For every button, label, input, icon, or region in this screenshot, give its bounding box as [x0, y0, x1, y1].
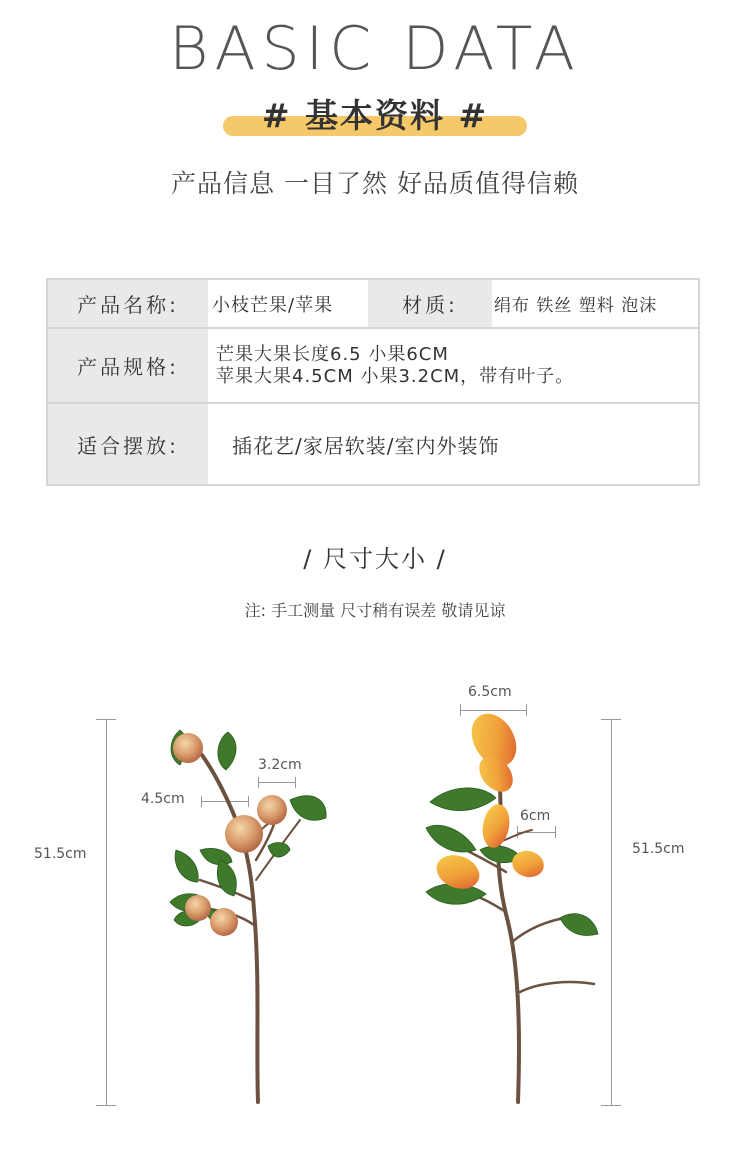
apple-height-label: 51.5cm — [34, 846, 87, 862]
apple-small-label: 3.2cm — [258, 757, 302, 773]
mango-height-line — [611, 719, 612, 1105]
name-value: 小枝芒果/苹果 — [212, 294, 334, 316]
table-row-name — [48, 280, 698, 329]
material-label: 材质: — [368, 280, 492, 327]
spec-line-mango: 芒果大果长度6.5 小果6CM — [216, 343, 449, 365]
material-value: 绢布 铁丝 塑料 泡沫 — [494, 296, 658, 316]
apple-height-tick-bottom — [96, 1105, 116, 1106]
slogan: 产品信息 一目了然 好品质值得信赖 — [171, 169, 579, 198]
spec-line-apple: 苹果大果4.5CM 小果3.2CM，带有叶子。 — [216, 365, 575, 387]
mango-branch-image — [420, 712, 610, 1112]
spec-label: 产品规格: — [48, 329, 208, 402]
name-label: 产品名称: — [48, 280, 208, 327]
use-value: 插花艺/家居软装/室内外装饰 — [232, 433, 500, 458]
table-row-spec — [48, 329, 698, 404]
spec-value — [216, 329, 696, 402]
mango-big-label: 6.5cm — [468, 684, 512, 700]
table-row-use — [48, 404, 698, 484]
size-section-title: / 尺寸大小 / — [303, 545, 447, 573]
mango-small-label: 6cm — [520, 808, 551, 824]
title-chinese: # 基本资料 # — [261, 96, 489, 135]
size-section-note: 注: 手工测量 尺寸稍有误差 敬请见谅 — [244, 601, 506, 620]
title-chinese-block — [223, 90, 527, 138]
use-label: 适合摆放: — [48, 404, 208, 484]
apple-big-label: 4.5cm — [141, 791, 185, 807]
apple-branch-image — [160, 710, 340, 1110]
spec-table — [46, 278, 700, 486]
mango-height-label: 51.5cm — [632, 841, 685, 857]
mango-big-line — [460, 710, 527, 711]
apple-height-line — [106, 719, 107, 1105]
title-english: BASIC DATA — [169, 14, 581, 84]
